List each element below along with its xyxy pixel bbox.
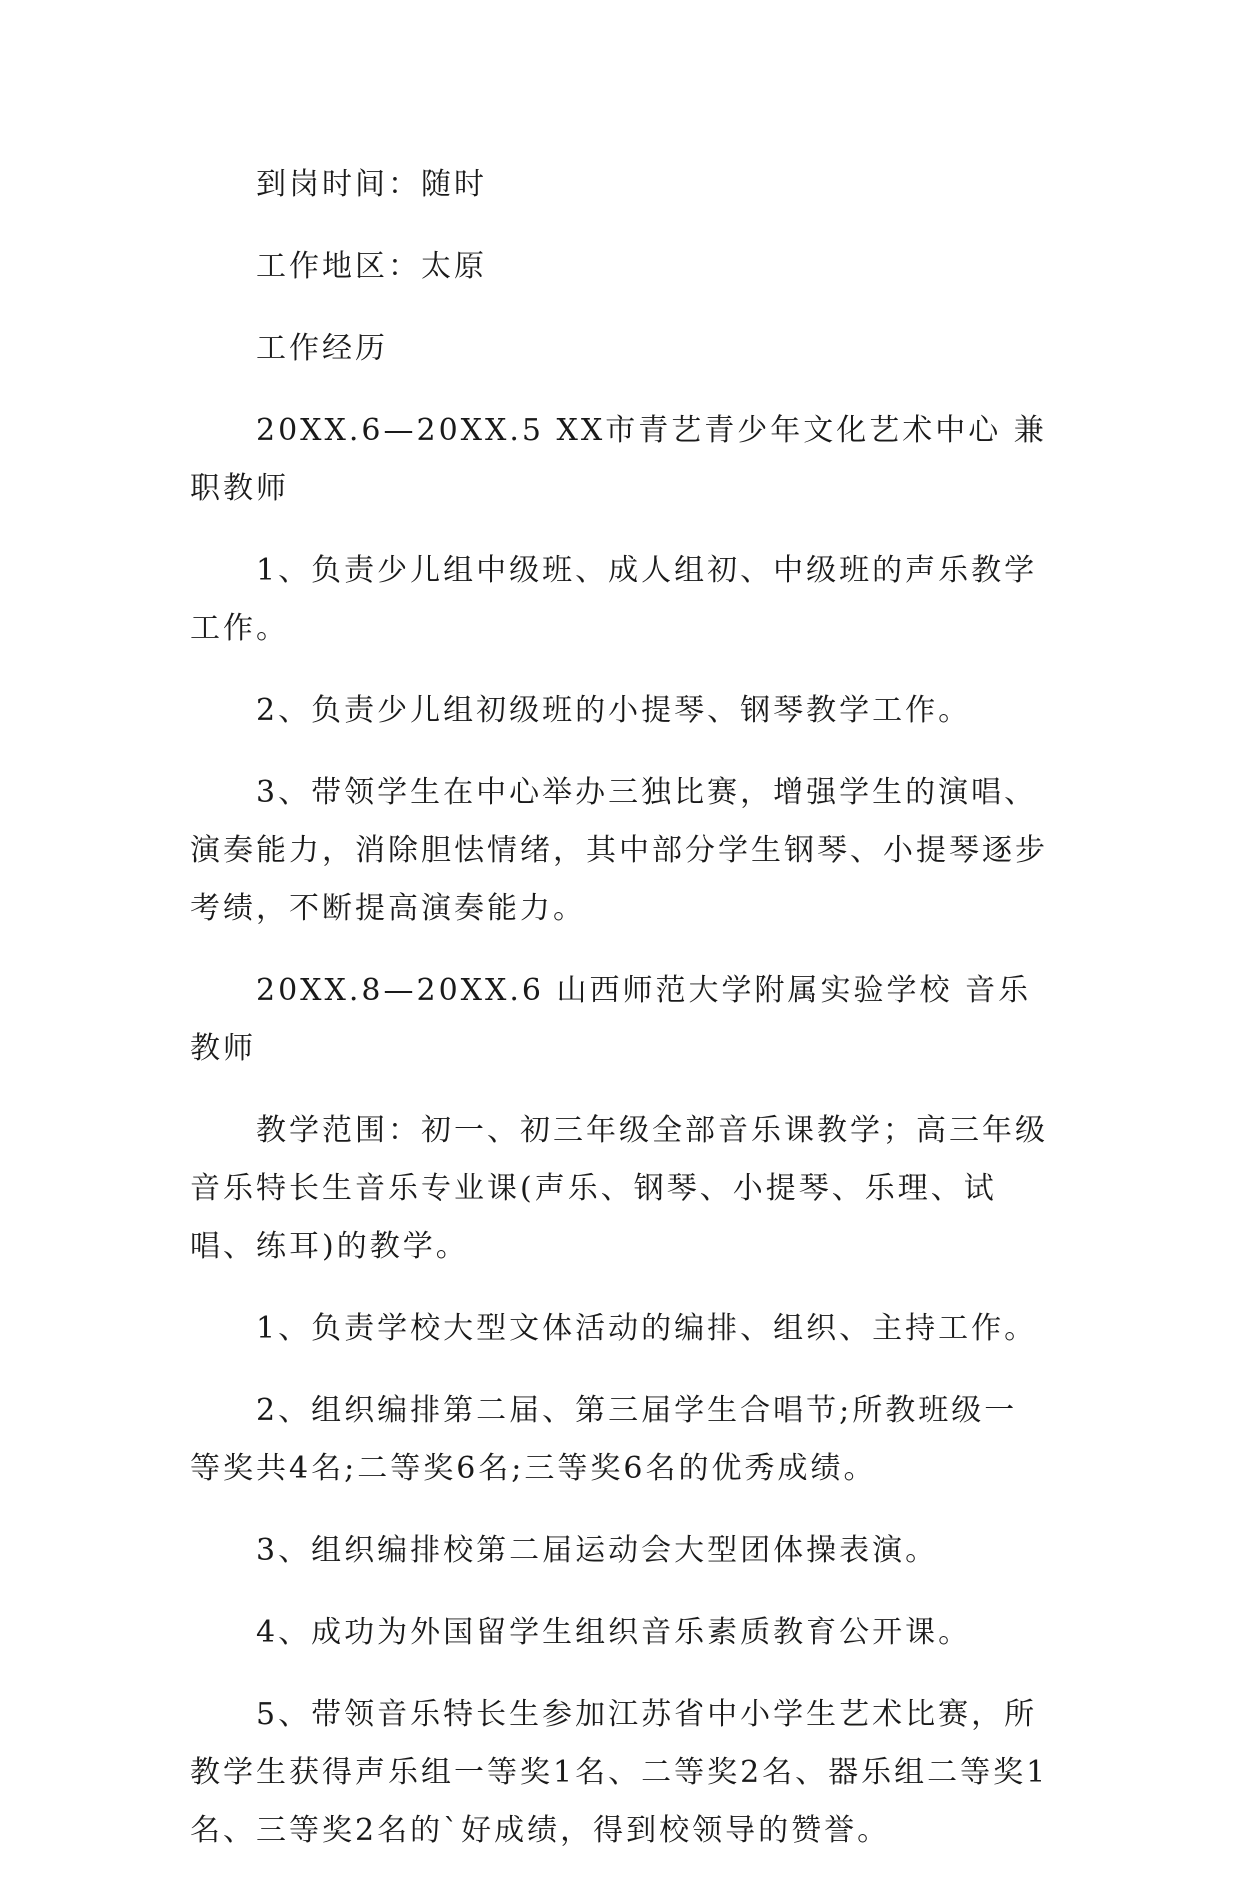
experience-entry-2-header: 20XX.8—20XX.6 山西师范大学附属实验学校 音乐教师 (190, 973, 1032, 1066)
teaching-scope: 教学范围：初一、初三年级全部音乐课教学；高三年级音乐特长生音乐专业课(声乐、钢琴、小提琴、乐理、试唱、练耳)的教学。 (190, 1113, 1048, 1264)
work-location-line: 工作地区：太原 (256, 249, 487, 284)
document-body (190, 156, 1050, 1884)
work-experience-heading: 工作经历 (256, 331, 388, 366)
experience-1-duty-2: 2、负责少儿组初级班的小提琴、钢琴教学工作。 (256, 693, 972, 728)
experience-2-duty-5: 5、带领音乐特长生参加江苏省中小学生艺术比赛，所教学生获得声乐组一等奖1名、二等奖2名、器乐组二等奖1名、三等奖2名的`好成绩，得到校领导的赞誉。 (190, 1697, 1049, 1848)
experience-1-duty-1: 1、负责少儿组中级班、成人组初、中级班的声乐教学工作。 (190, 553, 1038, 646)
arrival-time-line: 到岗时间：随时 (256, 167, 487, 202)
experience-1-duty-3: 3、带领学生在中心举办三独比赛，增强学生的演唱、演奏能力，消除胆怯情绪，其中部分学生钢琴、小提琴逐步考绩，不断提高演奏能力。 (190, 775, 1048, 926)
experience-2-duty-2: 2、组织编排第二届、第三届学生合唱节;所教班级一等奖共4名;二等奖6名;三等奖6名的优秀成绩。 (190, 1393, 1018, 1486)
experience-2-duty-4: 4、成功为外国留学生组织音乐素质教育公开课。 (256, 1615, 972, 1650)
experience-2-duty-1: 1、负责学校大型文体活动的编排、组织、主持工作。 (256, 1311, 1038, 1346)
experience-entry-1-header: 20XX.6—20XX.5 XX市青艺青少年文化艺术中心 兼职教师 (190, 413, 1047, 506)
experience-2-duty-3: 3、组织编排校第二届运动会大型团体操表演。 (256, 1533, 939, 1568)
